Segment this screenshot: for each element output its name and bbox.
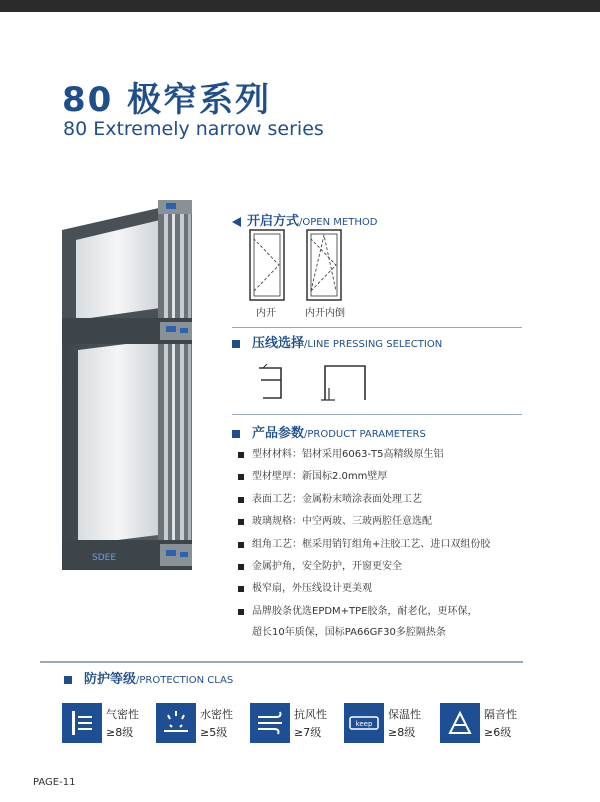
svg-text:keep: keep bbox=[355, 720, 373, 728]
brand-mark: SDEE bbox=[92, 553, 117, 563]
parameter-item: 型材材料：铝材采用6063-T5高精级原生铝 bbox=[236, 444, 536, 466]
parameter-item: 玻璃规格：中空两玻、三玻两腔任意选配 bbox=[236, 511, 536, 533]
wind-resistance-icon bbox=[250, 703, 290, 743]
pressing-line-profiles bbox=[255, 360, 385, 404]
parameter-item: 品牌胶条优选EPDM+TPE胶条，耐老化，更环保， 超长10年质保，国标PA66GF30多腔隔热条 bbox=[236, 601, 536, 643]
soundproof-icon bbox=[440, 703, 480, 743]
open-method-label-1: 内开 bbox=[256, 308, 276, 319]
page-title: 80 极窄系列 bbox=[62, 80, 272, 120]
parameter-item: 极窄扇，外压线设计更美观 bbox=[236, 578, 536, 600]
parameter-item: 型材壁厚：新国标2.0mm壁厚 bbox=[236, 466, 536, 488]
watertight-icon bbox=[156, 703, 196, 743]
parameters-heading: 产品参数/PRODUCT PARAMETERS bbox=[232, 422, 426, 441]
open-method-label-2: 内开内倒 bbox=[305, 308, 345, 319]
top-bar bbox=[0, 0, 600, 12]
protection-heading: 防护等级/PROTECTION CLAS bbox=[64, 668, 233, 687]
square-marker-icon bbox=[64, 676, 72, 684]
parameter-item: 组角工艺：框采用销钉组角+注胶工艺、进口双组份胶 bbox=[236, 534, 536, 556]
square-marker-icon bbox=[232, 430, 240, 438]
parameter-list bbox=[236, 444, 536, 643]
insulation-icon bbox=[344, 703, 384, 743]
divider bbox=[232, 414, 522, 415]
divider bbox=[40, 661, 523, 663]
airtight-icon bbox=[62, 703, 102, 743]
square-marker-icon bbox=[232, 340, 240, 348]
parameter-item: 表面工艺：金属粉末喷涂表面处理工艺 bbox=[236, 489, 536, 511]
page-number: PAGE-11 bbox=[33, 777, 76, 788]
tilt-turn-diagram bbox=[306, 229, 342, 301]
open-method-heading: 开启方式/OPEN METHOD bbox=[232, 210, 377, 229]
window-profile-image bbox=[62, 200, 212, 620]
page-subtitle: 80 Extremely narrow series bbox=[63, 118, 324, 140]
divider bbox=[232, 327, 522, 328]
triangle-marker-icon bbox=[232, 217, 241, 227]
line-pressing-heading: 压线选择/LINE PRESSING SELECTION bbox=[232, 332, 442, 351]
parameter-item: 金属护角，安全防护，开窗更安全 bbox=[236, 556, 536, 578]
inward-opening-diagram bbox=[249, 229, 285, 301]
